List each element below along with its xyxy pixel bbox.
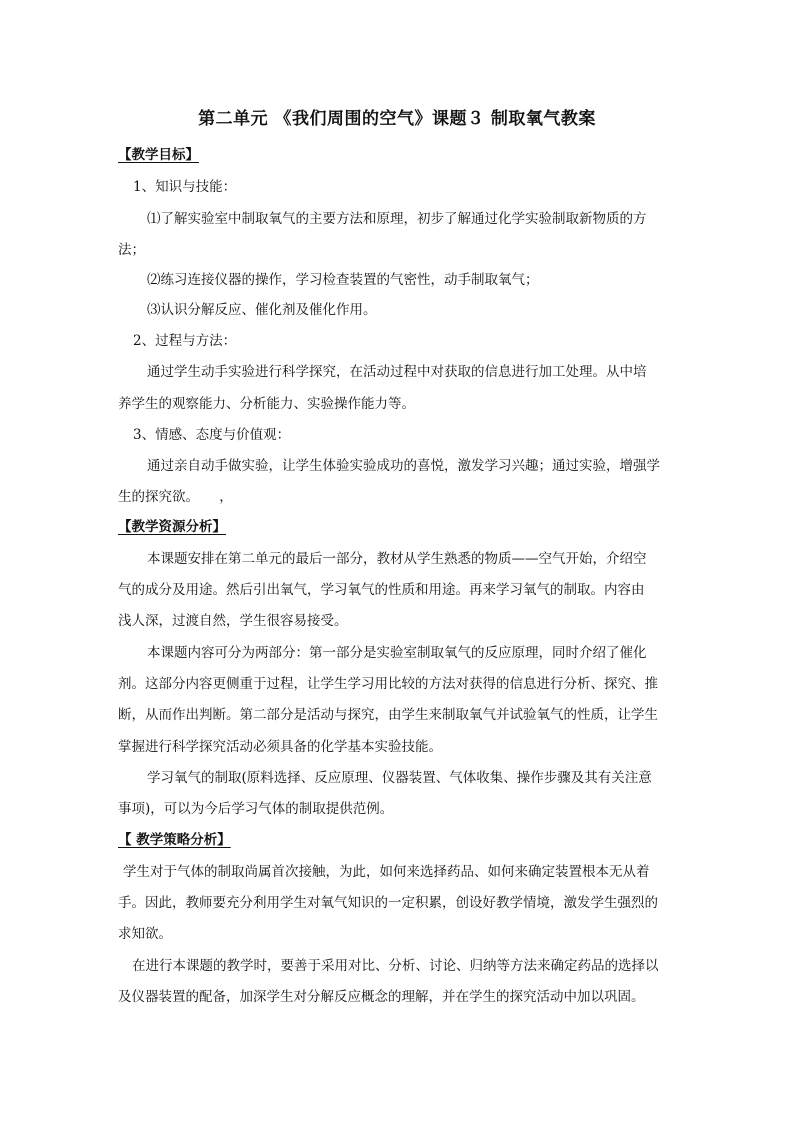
resources-p3-line1: 学习氧气的制取(原料选择、反应原理、仪器装置、气体收集、操作步骤及其有关注意 [147, 770, 652, 786]
resources-p1-line2: 气的成分及用途。然后引出氧气，学习氧气的性质和用途。再来学习氧气的制取。内容由 [118, 582, 645, 598]
objectives-item1-point2: ⑵练习连接仪器的操作，学习检查装置的气密性，动手制取氧气； [147, 272, 539, 288]
section-heading-objectives [118, 145, 199, 165]
objectives-item2-line2: 养学生的观察能力、分析能力、实验操作能力等。 [118, 396, 415, 412]
objectives-item3-line1: 通过亲自动手做实验，让学生体验实验成功的喜悦，激发学习兴趣；通过实验，增强学 [147, 458, 660, 474]
objectives-item1-point1-line1: ⑴了解实验室中制取氧气的主要方法和原理，初步了解通过化学实验制取新物质的方 [147, 211, 647, 227]
strategy-p1-line1: 学生对于气体的制取尚属首次接触，为此，如何来选择药品、如何来确定装置根本无从着 [123, 864, 650, 880]
objectives-item1-point1-line2: 法； [118, 242, 145, 258]
section-heading-strategy [118, 830, 231, 850]
objectives-item2-title: 2、过程与方法： [133, 333, 237, 349]
document-title: 第二单元 《我们周围的空气》课题３ 制取氧气教案 [198, 109, 596, 129]
resources-p3-line2: 事项)，可以为今后学习气体的制取提供范例。 [118, 801, 394, 817]
resources-p2-line4: 掌握进行科学探究活动必须具备的化学基本实验技能。 [118, 739, 442, 755]
section-heading-resources [118, 517, 226, 537]
objectives-item3-line2: 生的探究欲。 ， [118, 489, 233, 505]
strategy-p1-line3: 求知欲。 [118, 926, 172, 942]
resources-p1-line3: 浅人深，过渡自然，学生很容易接受。 [118, 613, 348, 629]
objectives-item1-point3: ⑶认识分解反应、催化剂及催化作用。 [147, 302, 377, 318]
resources-p2-line2: 剂。这部分内容更侧重于过程，让学生学习用比较的方法对获得的信息进行分析、探究、推 [118, 676, 658, 692]
strategy-p2-line1: 在进行本课题的教学时，要善于采用对比、分析、讨论、归纳等方法来确定药品的选择以 [132, 958, 659, 974]
resources-heading-text: 【教学资源分析】 [118, 519, 226, 535]
resources-p2-line3: 断，从而作出判断。第二部分是活动与探究，由学生来制取氧气并试验氧气的性质，让学生 [118, 707, 658, 723]
objectives-item1-title: 1、知识与技能： [133, 179, 237, 195]
strategy-p2-line2: 及仪器装置的配备，加深学生对分解反应概念的理解，并在学生的探究活动中加以巩固。 [118, 989, 645, 1005]
resources-p1-line1: 本课题安排在第二单元的最后一部分，教材从学生熟悉的物质——空气开始，介绍空 [147, 551, 647, 567]
objectives-item2-line1: 通过学生动手实验进行科学探究，在活动过程中对获取的信息进行加工处理。从中培 [147, 364, 647, 380]
strategy-heading-text: 【 教学策略分析】 [118, 832, 231, 848]
strategy-p1-line2: 手。因此，教师要充分利用学生对氧气知识的一定积累，创设好教学情境，激发学生强烈的 [118, 895, 658, 911]
objectives-item3-title: 3、情感、态度与价值观： [133, 427, 291, 443]
objectives-heading-text: 【教学目标】 [118, 147, 199, 163]
resources-p2-line1: 本课题内容可分为两部分：第一部分是实验室制取氧气的反应原理，同时介绍了催化 [147, 645, 647, 661]
